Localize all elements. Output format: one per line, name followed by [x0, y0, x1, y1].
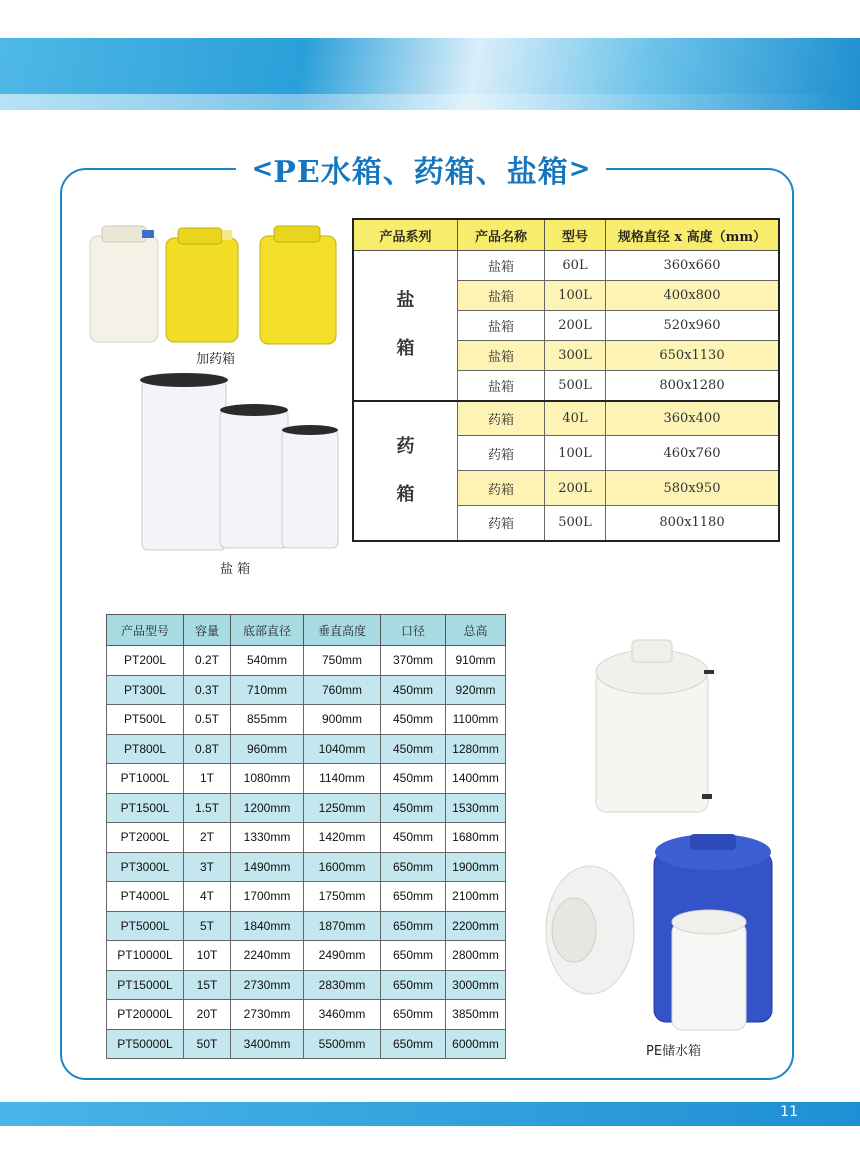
dosing-box-image: [84, 218, 344, 348]
pe-tank-spec-table: [106, 614, 506, 1059]
table-cell: PT800L: [107, 734, 184, 764]
table-cell: 6000mm: [446, 1029, 506, 1059]
table-cell: 360x400: [606, 401, 780, 436]
top-banner: [0, 38, 860, 110]
pe-tank-white-image: [590, 636, 720, 816]
footer-bar: [0, 1102, 860, 1126]
table-cell: 1600mm: [304, 852, 381, 882]
table-cell: PT3000L: [107, 852, 184, 882]
table-cell: PT5000L: [107, 911, 184, 941]
table-cell: 1700mm: [231, 882, 304, 912]
series-char: 箱: [396, 483, 415, 505]
table-cell: 1250mm: [304, 793, 381, 823]
left-chevron-icon: <: [251, 154, 274, 184]
table-cell: 盐箱: [458, 311, 545, 341]
header-cell: 容量: [184, 615, 231, 646]
table-cell: 960mm: [231, 734, 304, 764]
table-cell: 360x660: [606, 251, 780, 281]
table-cell: PT1500L: [107, 793, 184, 823]
table-cell: 450mm: [381, 675, 446, 705]
table-cell: 3000mm: [446, 970, 506, 1000]
table-cell: 450mm: [381, 793, 446, 823]
series-char: 盐: [396, 290, 415, 312]
table-row: [107, 882, 506, 912]
header-cell: 产品系列: [353, 219, 458, 251]
table-cell: 855mm: [231, 705, 304, 735]
table-header-row: [353, 219, 779, 251]
table-cell: 1100mm: [446, 705, 506, 735]
table-cell: 1870mm: [304, 911, 381, 941]
header-cell: 产品名称: [458, 219, 545, 251]
table-row: [107, 705, 506, 735]
table-cell: 0.3T: [184, 675, 231, 705]
table-cell: 1040mm: [304, 734, 381, 764]
table-cell: 1490mm: [231, 852, 304, 882]
table-cell: 1750mm: [304, 882, 381, 912]
table-cell: 60L: [545, 251, 606, 281]
table-cell: 50T: [184, 1029, 231, 1059]
table-cell: 2T: [184, 823, 231, 853]
table-cell: 650mm: [381, 1029, 446, 1059]
table-cell: 5T: [184, 911, 231, 941]
table-cell: 800x1280: [606, 371, 780, 401]
table-cell: 450mm: [381, 734, 446, 764]
table-cell: 920mm: [446, 675, 506, 705]
table-row: [107, 793, 506, 823]
table-cell: PT15000L: [107, 970, 184, 1000]
table-cell: 200L: [545, 471, 606, 506]
pe-tank-caption: PE储水箱: [646, 1044, 702, 1059]
table-cell: 100L: [545, 281, 606, 311]
table-cell: PT200L: [107, 646, 184, 676]
table-cell: 0.8T: [184, 734, 231, 764]
table-header-row: [107, 615, 506, 646]
right-chevron-icon: >: [568, 154, 591, 184]
table-row: [107, 675, 506, 705]
table-cell: PT500L: [107, 705, 184, 735]
table-cell: 650mm: [381, 882, 446, 912]
header-cell: 口径: [381, 615, 446, 646]
header-cell: 底部直径: [231, 615, 304, 646]
table-cell: 1840mm: [231, 911, 304, 941]
table-row: [107, 764, 506, 794]
table-row: [107, 1029, 506, 1059]
table-cell: 650mm: [381, 941, 446, 971]
table-cell: 400x800: [606, 281, 780, 311]
table-cell: 3850mm: [446, 1000, 506, 1030]
table-row: [107, 941, 506, 971]
header-cell: 总高: [446, 615, 506, 646]
table-cell: 10T: [184, 941, 231, 971]
table-cell: PT300L: [107, 675, 184, 705]
table-cell: 1200mm: [231, 793, 304, 823]
table-cell: 2730mm: [231, 1000, 304, 1030]
table-cell: 盐箱: [458, 281, 545, 311]
table-cell: 520x960: [606, 311, 780, 341]
table-cell: PT50000L: [107, 1029, 184, 1059]
table-cell: 3460mm: [304, 1000, 381, 1030]
table-cell: 1140mm: [304, 764, 381, 794]
table-cell: 2100mm: [446, 882, 506, 912]
table-cell: 200L: [545, 311, 606, 341]
series-cell: [353, 401, 458, 541]
series-char: 药: [396, 435, 415, 457]
table-cell: 盐箱: [458, 251, 545, 281]
table-cell: 1.5T: [184, 793, 231, 823]
table-cell: 2800mm: [446, 941, 506, 971]
table-cell: 450mm: [381, 764, 446, 794]
table-cell: 1530mm: [446, 793, 506, 823]
table-row: [353, 251, 779, 281]
table-row: [107, 823, 506, 853]
table-cell: PT2000L: [107, 823, 184, 853]
table-cell: 450mm: [381, 823, 446, 853]
table-cell: 盐箱: [458, 341, 545, 371]
header-cell: 产品型号: [107, 615, 184, 646]
table-cell: 650mm: [381, 911, 446, 941]
table-cell: 540mm: [231, 646, 304, 676]
table-cell: 4T: [184, 882, 231, 912]
table-cell: 580x950: [606, 471, 780, 506]
table-cell: 300L: [545, 341, 606, 371]
table-cell: 650x1130: [606, 341, 780, 371]
title-text: PE水箱、药箱、盐箱: [273, 155, 569, 190]
salt-box-caption: 盐 箱: [220, 562, 251, 577]
table-cell: PT4000L: [107, 882, 184, 912]
table-cell: 1420mm: [304, 823, 381, 853]
table-cell: 500L: [545, 506, 606, 541]
table-cell: 750mm: [304, 646, 381, 676]
series-char: 箱: [396, 338, 415, 360]
table-cell: 370mm: [381, 646, 446, 676]
table-cell: 0.5T: [184, 705, 231, 735]
table-cell: 100L: [545, 436, 606, 471]
table-cell: 2240mm: [231, 941, 304, 971]
table-cell: 药箱: [458, 436, 545, 471]
table-cell: 650mm: [381, 852, 446, 882]
table-row: [107, 646, 506, 676]
table-cell: 2830mm: [304, 970, 381, 1000]
table-cell: 1900mm: [446, 852, 506, 882]
table-cell: 药箱: [458, 506, 545, 541]
table-row: [353, 401, 779, 436]
table-cell: 650mm: [381, 1000, 446, 1030]
page-number: 11: [780, 1104, 798, 1120]
header-cell: 规格直径 x 高度（mm）: [606, 219, 780, 251]
table-cell: 760mm: [304, 675, 381, 705]
table-cell: 药箱: [458, 401, 545, 436]
table-row: [107, 1000, 506, 1030]
table-cell: 1T: [184, 764, 231, 794]
table-cell: 1680mm: [446, 823, 506, 853]
table-cell: 40L: [545, 401, 606, 436]
table-row: [107, 911, 506, 941]
table-cell: 20T: [184, 1000, 231, 1030]
table-cell: 910mm: [446, 646, 506, 676]
dosing-box-caption: 加药箱: [196, 352, 236, 367]
pe-tank-group-image: [540, 830, 780, 1032]
table-cell: 药箱: [458, 471, 545, 506]
header-cell: 垂直高度: [304, 615, 381, 646]
table-cell: PT1000L: [107, 764, 184, 794]
table-cell: 900mm: [304, 705, 381, 735]
table-cell: 460x760: [606, 436, 780, 471]
table-cell: 2490mm: [304, 941, 381, 971]
page-title: [236, 146, 606, 192]
table-cell: 2730mm: [231, 970, 304, 1000]
table-cell: 1080mm: [231, 764, 304, 794]
table-cell: 1280mm: [446, 734, 506, 764]
table-cell: PT20000L: [107, 1000, 184, 1030]
table-cell: 710mm: [231, 675, 304, 705]
table-cell: 1330mm: [231, 823, 304, 853]
table-cell: 0.2T: [184, 646, 231, 676]
salt-box-image: [136, 372, 344, 552]
table-cell: 2200mm: [446, 911, 506, 941]
table-cell: PT10000L: [107, 941, 184, 971]
table-cell: 5500mm: [304, 1029, 381, 1059]
table-cell: 3400mm: [231, 1029, 304, 1059]
table-row: [107, 852, 506, 882]
table-cell: 1400mm: [446, 764, 506, 794]
table-row: [107, 970, 506, 1000]
salt-dosing-spec-table: [352, 218, 780, 542]
series-cell: [353, 251, 458, 401]
table-cell: 500L: [545, 371, 606, 401]
table-cell: 650mm: [381, 970, 446, 1000]
table-row: [107, 734, 506, 764]
header-cell: 型号: [545, 219, 606, 251]
table-cell: 450mm: [381, 705, 446, 735]
table-cell: 3T: [184, 852, 231, 882]
table-cell: 15T: [184, 970, 231, 1000]
table-cell: 盐箱: [458, 371, 545, 401]
table-cell: 800x1180: [606, 506, 780, 541]
